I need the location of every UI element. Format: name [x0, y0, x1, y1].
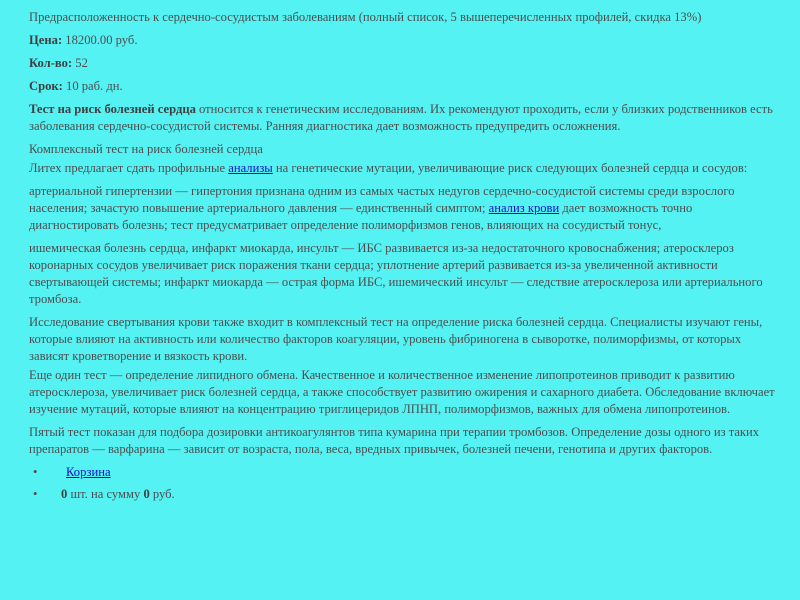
cart-summary-item: [29, 486, 781, 503]
product-title: Предрасположенность к сердечно-сосудистым заболеваниям (полный список, 5 вышеперечисленных профилей, скидка 13%): [29, 10, 702, 24]
page-content: [29, 9, 781, 508]
intro-text: относится к генетическим исследованиям. Их рекомендуют проходить, если у близких родственников есть заболевания сердечно-сосудистой системы. Ранняя диагностика дает возможность предупредить осложнения.: [29, 102, 773, 133]
ischemic-paragraph: ишемическая болезнь сердца, инфаркт миокарда, инсульт — ИБС развивается из-за недостаточного кровоснабжения; атеросклероз коронарных сосудов увеличивает риск поражения ткани сердца; уплотнение артерий развивается из-за увеличенной активности свертывающей системы; инфаркт миокарда — острая форма ИБС, ишемический инсульт — следствие атеросклероза или артериального тромбоза.: [29, 241, 763, 306]
cart-sum: 0: [143, 487, 150, 501]
term-value: 10 раб. дн.: [66, 79, 123, 93]
price-label: Цена:: [29, 33, 63, 47]
quantity-row: [29, 55, 781, 72]
warfarin-paragraph: Пятый тест показан для подбора дозировки антикоагулянтов типа кумарина при терапии тромбозов. Определение дозы одного из таких препаратов — варфарина — зависит от возраста, пола, веса, вредных привычек, болезней печени, генотипа и других факторов.: [29, 425, 760, 456]
lipid-paragraph: Еще один тест — определение липидного обмена. Качественное и количественное изменение липопротеинов приводит к развитию атеросклероза, увеличивает риск болезней сердца, а также способствует развитию ожирения и сахарного диабета. Обследование включает изучение мутаций, которые влияют на концентрацию триглицеридов ЛПНП, полиморфизмов, важных для обмена липопротеинов.: [29, 368, 775, 416]
price-value: 18200.00 руб.: [65, 33, 138, 47]
cart-link[interactable]: Корзина: [66, 465, 111, 479]
term-row: [29, 78, 781, 95]
intro-paragraph: [29, 101, 781, 135]
blood-test-link[interactable]: анализ крови: [488, 201, 560, 215]
term-label: Срок:: [29, 79, 63, 93]
complex-heading: Комплексный тест на риск болезней сердца: [29, 142, 263, 156]
quantity-value: 52: [75, 56, 88, 70]
quantity-label: Кол-во:: [29, 56, 73, 70]
cart-list: [29, 464, 781, 503]
cart-currency: руб.: [152, 487, 175, 501]
bullet: •: [33, 465, 38, 479]
cart-link-item: [29, 464, 781, 481]
cart-mid-text: шт. на сумму: [70, 487, 141, 501]
bullet: •: [33, 487, 38, 501]
profiles-paragraph: Литех предлагает сдать профильные анализы на генетические мутации, увеличивающие риск следующих болезней сердца и сосудов:: [29, 161, 748, 175]
coagulation-paragraph: Исследование свертывания крови также входит в комплексный тест на определение риска болезней сердца. Специалисты изучают гены, которые влияют на активность или количество факторов коагуляции, уровень фибриногена в сыворотке, полиморфизмы, от которых зависят кроветворение и вязкость крови.: [29, 315, 763, 363]
cart-count: 0: [61, 487, 68, 501]
analyses-link[interactable]: анализы: [228, 161, 273, 175]
hypertension-paragraph: артериальной гипертензии — гипертония признана одним из самых частых недугов сердечно-сосудистой системы среди взрослого населения; зачастую повышение артериального давления — единственный симптом; анализ крови дает возможность точно диагностировать болезнь; тест предусматривает определение полиморфизмов генов, влияющих на сосудистый тонус,: [29, 184, 735, 232]
intro-bold: Тест на риск болезней сердца: [29, 102, 196, 116]
price-row: [29, 32, 781, 49]
